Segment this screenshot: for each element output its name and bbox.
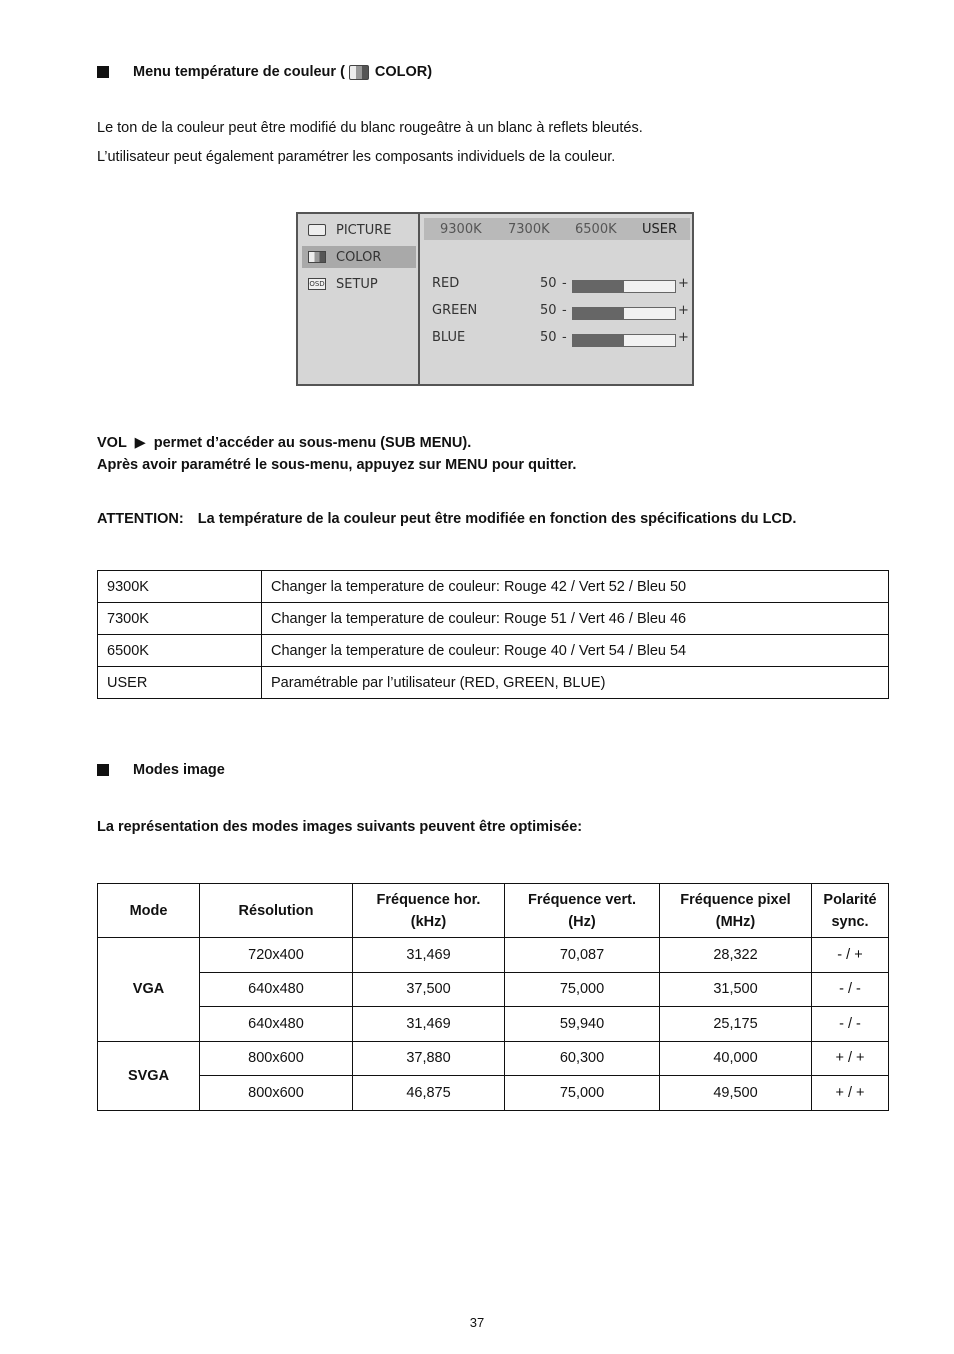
vol-description: permet d’accéder au sous-menu (SUB MENU). — [153, 435, 472, 451]
table-cell: 640x480 — [200, 972, 353, 1007]
osd-menu-label: SETUP — [336, 276, 378, 292]
osd-menu-item-picture — [302, 219, 416, 241]
header-resolution: Résolution — [200, 884, 353, 938]
header-h-freq: Fréquence hor. (kHz) — [353, 884, 505, 938]
table-cell: 40,000 — [660, 1041, 812, 1076]
color-temperature-table — [97, 570, 889, 699]
osd-row-value: 50 — [540, 303, 557, 318]
table-cell-desc: Changer la temperature de couleur: Rouge 42 / Vert 52 / Bleu 50 — [262, 571, 889, 603]
table-cell: 75,000 — [505, 972, 660, 1007]
table-row — [98, 1076, 889, 1111]
osd-tab-7300k: 7300K — [508, 222, 550, 237]
header-v-freq: Fréquence vert. (Hz) — [505, 884, 660, 938]
plus-icon: + — [678, 303, 689, 318]
square-bullet-icon — [97, 66, 109, 78]
mode-cell-vga: VGA — [98, 938, 200, 1042]
table-cell-desc: Changer la temperature de couleur: Rouge 40 / Vert 54 / Bleu 54 — [262, 635, 889, 667]
osd-tab-strip — [424, 218, 690, 240]
table-cell-desc: Paramétrable par l’utilisateur (RED, GREEN, BLUE) — [262, 667, 889, 699]
intro-line-2: L’utilisateur peut également paramétrer les composants individuels de la couleur. — [97, 149, 616, 165]
play-arrow-icon: ▶ — [134, 435, 146, 451]
header-mode: Mode — [98, 884, 200, 938]
section-heading-modes — [97, 762, 225, 778]
osd-tab-user: USER — [642, 222, 678, 237]
attention-label: ATTENTION: — [97, 511, 184, 527]
heading-text-part1: Menu température de couleur ( — [133, 64, 345, 80]
minus-icon: - — [562, 276, 567, 291]
osd-slider-red — [572, 280, 676, 293]
header-pixel-freq: Fréquence pixel (MHz) — [660, 884, 812, 938]
osd-tab-9300k: 9300K — [440, 222, 482, 237]
table-cell: - / - — [812, 972, 889, 1007]
display-modes-table — [97, 883, 889, 1111]
osd-tab-6500k: 6500K — [575, 222, 617, 237]
square-bullet-icon — [97, 764, 109, 776]
osd-slider-fill — [573, 335, 624, 346]
osd-menu-label: COLOR — [336, 249, 382, 265]
table-cell-desc: Changer la temperature de couleur: Rouge 51 / Vert 46 / Bleu 46 — [262, 603, 889, 635]
osd-menu-label: PICTURE — [336, 222, 392, 238]
osd-row-value: 50 — [540, 330, 557, 345]
table-cell: 37,500 — [353, 972, 505, 1007]
table-row — [98, 1007, 889, 1042]
table-header-row — [98, 884, 889, 938]
instruction-line-1 — [97, 432, 576, 454]
osd-row-label: BLUE — [432, 330, 466, 345]
instructions — [97, 432, 576, 476]
intro-line-1: Le ton de la couleur peut être modifié du blanc rougeâtre à un blanc à reflets bleutés. — [97, 120, 643, 136]
table-row — [98, 972, 889, 1007]
table-cell: 25,175 — [660, 1007, 812, 1042]
attention-text: La température de la couleur peut être modifiée en fonction des spécifications du LCD. — [197, 511, 797, 527]
attention-note — [97, 511, 796, 527]
table-cell: 31,500 — [660, 972, 812, 1007]
picture-icon — [308, 224, 326, 236]
osd-row-value: 50 — [540, 276, 557, 291]
table-cell: + / + — [812, 1041, 889, 1076]
table-cell: 60,300 — [505, 1041, 660, 1076]
vol-label: VOL — [97, 435, 127, 451]
instruction-line-2: Après avoir paramétré le sous-menu, appuyez sur MENU pour quitter. — [97, 457, 577, 473]
osd-row-label: RED — [432, 276, 460, 291]
minus-icon: - — [562, 330, 567, 345]
table-row — [98, 603, 889, 635]
osd-row-blue — [432, 328, 692, 348]
plus-icon: + — [678, 276, 689, 291]
osd-setup-icon: OSD — [309, 280, 325, 288]
table-cell: 37,880 — [353, 1041, 505, 1076]
header-sync-polarity: Polarité sync. — [812, 884, 889, 938]
osd-menu-item-setup — [302, 273, 416, 295]
osd-menu-sidebar — [298, 214, 420, 384]
table-row — [98, 635, 889, 667]
table-cell-key: 7300K — [98, 603, 262, 635]
osd-slider-blue — [572, 334, 676, 347]
table-row — [98, 938, 889, 973]
color-icon — [349, 65, 369, 80]
table-cell: 70,087 — [505, 938, 660, 973]
osd-slider-fill — [573, 308, 624, 319]
table-cell: 49,500 — [660, 1076, 812, 1111]
table-cell: 800x600 — [200, 1041, 353, 1076]
osd-slider-green — [572, 307, 676, 320]
section-heading-color-temp — [97, 64, 432, 80]
osd-menu-item-color — [302, 246, 416, 268]
plus-icon: + — [678, 330, 689, 345]
modes-intro: La représentation des modes images suivants peuvent être optimisée: — [97, 819, 583, 835]
table-cell: 46,875 — [353, 1076, 505, 1111]
table-cell-key: 9300K — [98, 571, 262, 603]
table-cell: 75,000 — [505, 1076, 660, 1111]
table-cell: 31,469 — [353, 938, 505, 973]
table-row — [98, 667, 889, 699]
mode-cell-svga: SVGA — [98, 1041, 200, 1110]
color-icon — [308, 251, 326, 263]
table-cell: - / - — [812, 1007, 889, 1042]
minus-icon: - — [562, 303, 567, 318]
intro-paragraph — [97, 114, 643, 172]
osd-menu-screenshot — [296, 212, 694, 386]
table-cell-key: USER — [98, 667, 262, 699]
page-number: 37 — [469, 1315, 485, 1330]
osd-row-red — [432, 274, 692, 294]
table-cell: 28,322 — [660, 938, 812, 973]
table-cell-key: 6500K — [98, 635, 262, 667]
heading-text: Modes image — [133, 762, 225, 778]
table-row — [98, 571, 889, 603]
table-cell: 640x480 — [200, 1007, 353, 1042]
table-cell: 720x400 — [200, 938, 353, 973]
table-row — [98, 1041, 889, 1076]
table-cell: 31,469 — [353, 1007, 505, 1042]
heading-text-part2: COLOR) — [374, 64, 433, 80]
table-cell: 59,940 — [505, 1007, 660, 1042]
osd-row-label: GREEN — [432, 303, 478, 318]
osd-slider-fill — [573, 281, 624, 292]
table-cell: 800x600 — [200, 1076, 353, 1111]
table-cell: - / + — [812, 938, 889, 973]
osd-row-green — [432, 301, 692, 321]
table-cell: + / + — [812, 1076, 889, 1111]
